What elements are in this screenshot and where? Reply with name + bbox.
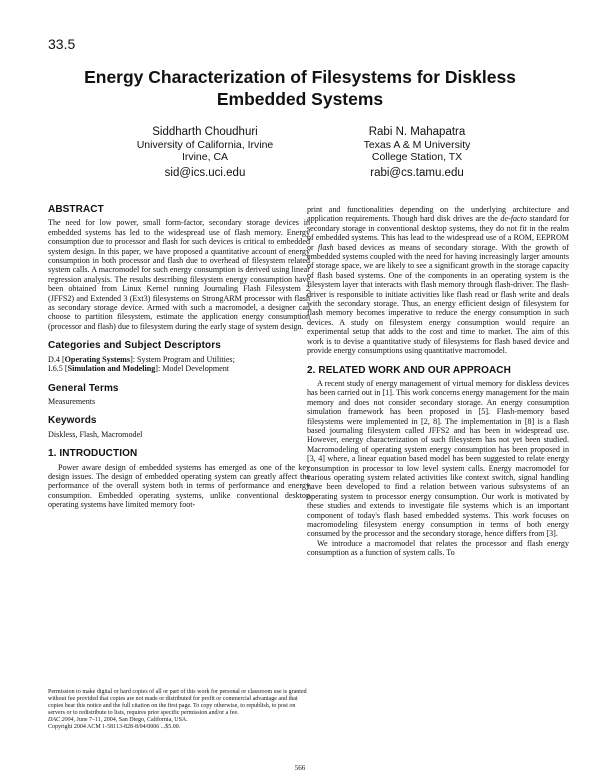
page-number: 566 bbox=[294, 764, 306, 772]
paper-title bbox=[40, 66, 560, 110]
author-block-1 bbox=[90, 126, 320, 179]
categories-text bbox=[48, 355, 310, 374]
author-name: Siddharth Choudhuri bbox=[152, 126, 258, 138]
author-email: rabi@cs.tamu.edu bbox=[370, 167, 464, 179]
keywords-text: Diskless, Flash, Macromodel bbox=[48, 429, 143, 439]
author-email: sid@ics.uci.edu bbox=[164, 167, 246, 179]
title-line-2: Embedded Systems bbox=[216, 89, 384, 109]
title-line-1: Energy Characterization of Filesystems for Diskless bbox=[84, 67, 516, 87]
category-code: I.6.5 [ bbox=[48, 364, 68, 374]
conference-details: June 7–11, 2004, San Diego, California, USA. bbox=[75, 717, 188, 724]
general-terms-heading: General Terms bbox=[48, 382, 119, 394]
right-column bbox=[307, 205, 569, 558]
introduction-text: Power aware design of embedded systems has emerged as one of the key design issues. The design of embedded operating system can greatly affect the performance of the overall system both in terms of performance and energy consumption. Embedded operating systems, unlike conventional desktop operating systems have limited memory foot- bbox=[48, 462, 310, 510]
related-work-text: A recent study of energy management of virtual memory for diskless devices has been carried out in [1]. This work concerns energy management for the main memory and does not consider secondary storage. An energy consumption simulation framework has been proposed in [5]. Flash-memory based filesystems were implemented in [2, 8]. The implementation in [8] is a flash based journaling filesystem called JFFS2 and has been in widespread use. However, energy characterization of such filesystem has not yet been studied. Macromodeling of operating system energy consumption has been proposed in [3, 4] where, a linear equation based model has been suggested to relate energy consumption in processor to low level system calls. Energy macromodel for various operating system related activities like context switch, signal handling have been developed to find a relation between various subsystems of an operating system to processor energy consumption. Our work is motivated by these studies and extends to investigate file systems which is an important component of today's flash based embedded systems. This work focuses on macromodeling filesystem energy consumption in terms of both energy consumed by the processor and the secondary storage, hence differs from [3]. bbox=[307, 378, 569, 539]
author-name: Rabi N. Mahapatra bbox=[368, 126, 466, 138]
category-name: Operating Systems bbox=[64, 354, 131, 364]
categories-heading: Categories and Subject Descriptors bbox=[48, 340, 221, 352]
intro-continuation bbox=[307, 205, 569, 356]
category-sub: ]: System Program and Utilities; bbox=[130, 354, 235, 364]
category-code: D.4 [ bbox=[48, 354, 65, 364]
session-number: 33.5 bbox=[48, 36, 76, 52]
emphasis: flash bbox=[317, 242, 334, 252]
text-run: based devices as means of secondary storage. With the growth of embedded systems coupled with the need for having increasingly larger amounts of storage space, we are likely to see a significant growth in the storage capacity of flash based systems. One of the components in an operating system is the filesystem layer that interacts with flash memory through flash-driver. The flash-driver is responsible to initiate activities like flash read or flash write and deals with the secondary storage. Thus, an energy efficient design of filesystem for flash memory becomes imperative to reduce the energy consumption in such devices. A study on filesystem energy consumption would require an experimental setup that adds to the cost and time to market. The aim of this work is to devise a quantitative study of filesystems for flash based device and provide energy consumptions using quantitative macromodel. bbox=[307, 242, 569, 356]
approach-text: We introduce a macromodel that relates the processor and flash energy consumption as a function of system calls. To bbox=[307, 538, 569, 558]
category-name: Simulation and Modeling bbox=[67, 364, 156, 374]
author-location: College Station, TX bbox=[371, 151, 463, 163]
introduction-heading: 1. INTRODUCTION bbox=[48, 448, 138, 460]
copyright-line: Copyright 2004 ACM 1-58113-828-8/04/0006 ...$5.00. bbox=[48, 724, 181, 731]
abstract-heading: ABSTRACT bbox=[48, 204, 104, 215]
keywords-heading: Keywords bbox=[48, 415, 97, 427]
category-sub: ]: Model Development bbox=[155, 364, 230, 374]
permission-text: Permission to make digital or hard copies of all or part of this work for personal or classroom use is granted without fee provided that copies are not made or distributed for profit or commercial advantage and that copies bear this notice and the full citation on the first page. To copy otherwise, to republish, to post on servers or to redistribute to lists, requires prior specific permission and/or a fee. bbox=[48, 689, 307, 717]
general-terms-text: Measurements bbox=[48, 396, 96, 406]
text-run: print and functionalities depending on the underlying architecture and application requirements. Though hard disk drives are the bbox=[307, 205, 569, 224]
author-location: Irvine, CA bbox=[181, 151, 229, 163]
related-work-heading: 2. RELATED WORK AND OUR APPROACH bbox=[307, 364, 511, 376]
author-affiliation: Texas A & M University bbox=[363, 139, 471, 151]
permission-notice bbox=[48, 689, 310, 732]
abstract-text: The need for low power, small form-factor, secondary storage devices in embedded systems has led to the widespread use of flash memory. Energy consumption due to processor and flash for such devices is critical to embedded system design. In this paper, we have proposed a quantitative account of energy consumption in both processor and flash due to overhead of filesystem related system calls. A macromodel for such energy consumption is derived using linear regression analysis. The results describing filesystem energy consumption have been obtained from Linux Kernel running Journaling Flash Filesystem 2 (JFFS2) and Extended 3 (Ext3) filesystems on StrongARM processor with flash as secondary storage device. Armed with such a macromodel, a designer can choose to partition filesystem, estimate the application energy consumption (processor and flash) due to filesystem during the early stage of system design. bbox=[48, 218, 310, 331]
author-affiliation: University of California, Irvine bbox=[136, 139, 274, 151]
conference-name: DAC 2004, bbox=[48, 717, 75, 724]
author-block-2 bbox=[302, 126, 532, 179]
left-column bbox=[48, 205, 310, 510]
text-run: standard for secondary storage in conventional desktop systems, they do not fit in the realm of embedded systems. This has lead to the widespread use of a ROM, EEPROM or bbox=[307, 214, 569, 252]
emphasis: de-facto bbox=[500, 214, 527, 224]
